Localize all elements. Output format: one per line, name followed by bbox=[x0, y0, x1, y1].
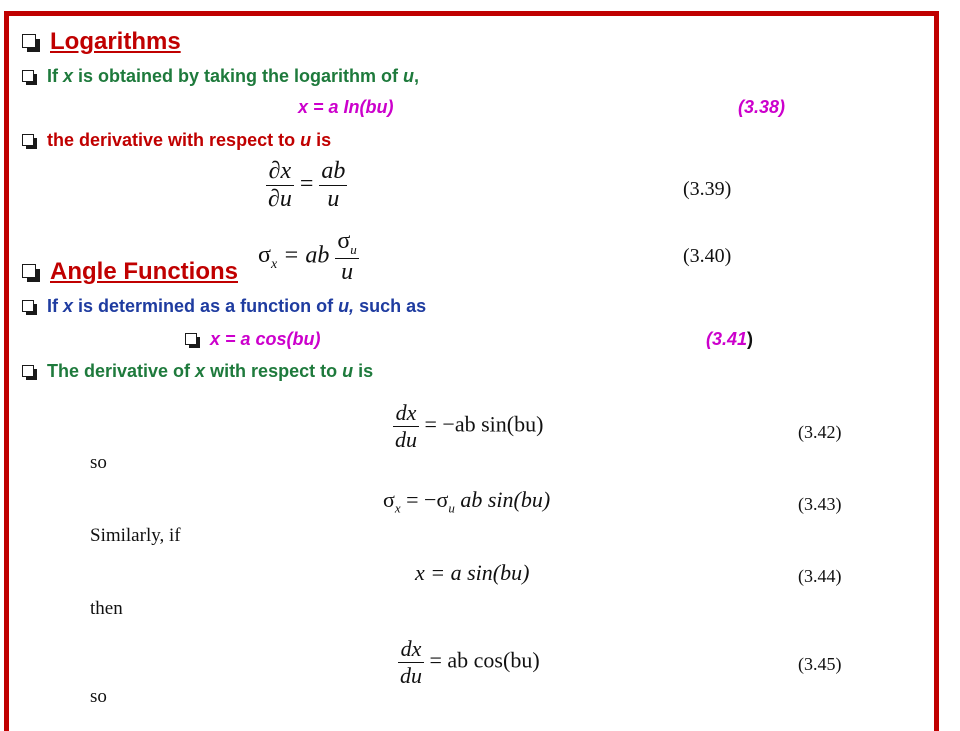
angle-formula: x = a cos(bu) bbox=[185, 329, 321, 350]
equation-3-42: $\frac{dx}{du}$ = −ab sin(bu) bbox=[395, 400, 544, 452]
log-line-1: If x is obtained by taking the logarithm of u, bbox=[22, 66, 419, 87]
heading-text: Logarithms bbox=[50, 28, 181, 55]
equation-3-39: $\frac{\partial x}{\partial u}$ = $\frac{ab}{u}$ bbox=[268, 158, 346, 212]
word-then: then bbox=[90, 598, 123, 619]
word-so: so bbox=[90, 452, 107, 473]
equation-number-3-43: (3.43) bbox=[798, 494, 842, 514]
word-similarly-if: Similarly, if bbox=[90, 525, 181, 546]
equation-number-3-40: (3.40) bbox=[683, 245, 732, 267]
angle-functions-heading bbox=[22, 258, 238, 286]
angle-line-1: If x is determined as a function of u, such as bbox=[22, 296, 426, 317]
equation-3-40: $\sigma_x$ = ab $\frac{\sigma_u}{u}$ bbox=[258, 228, 357, 285]
checkbox-bullet-icon bbox=[22, 34, 40, 52]
angle-line-2: The derivative of x with respect to u is bbox=[22, 361, 373, 382]
log-formula-number: (3.38) bbox=[738, 97, 786, 117]
equation-number-3-45: (3.45) bbox=[798, 654, 842, 674]
log-line-2: the derivative with respect to u is bbox=[22, 130, 331, 151]
logarithms-heading bbox=[22, 28, 181, 56]
word-so: so bbox=[90, 686, 107, 707]
checkbox-bullet-icon bbox=[22, 70, 37, 85]
checkbox-bullet-icon bbox=[22, 134, 37, 149]
equation-3-43: $\sigma_x = -\sigma_u$ ab sin(bu) bbox=[383, 487, 551, 516]
equation-number-3-44: (3.44) bbox=[798, 566, 842, 586]
checkbox-bullet-icon bbox=[185, 333, 200, 348]
angle-formula-number: (3.41) bbox=[706, 329, 754, 349]
log-formula: x = a In(bu) bbox=[298, 97, 394, 117]
checkbox-bullet-icon bbox=[22, 365, 37, 380]
checkbox-bullet-icon bbox=[22, 300, 37, 315]
equation-number-3-39: (3.39) bbox=[683, 178, 732, 200]
checkbox-bullet-icon bbox=[22, 264, 40, 282]
equation-number-3-42: (3.42) bbox=[798, 422, 842, 442]
equation-3-45: $\frac{dx}{du}$ = ab cos(bu) bbox=[400, 636, 540, 688]
heading-text: Angle Functions bbox=[50, 258, 238, 285]
equation-3-44: x = a sin(bu) bbox=[415, 560, 530, 585]
